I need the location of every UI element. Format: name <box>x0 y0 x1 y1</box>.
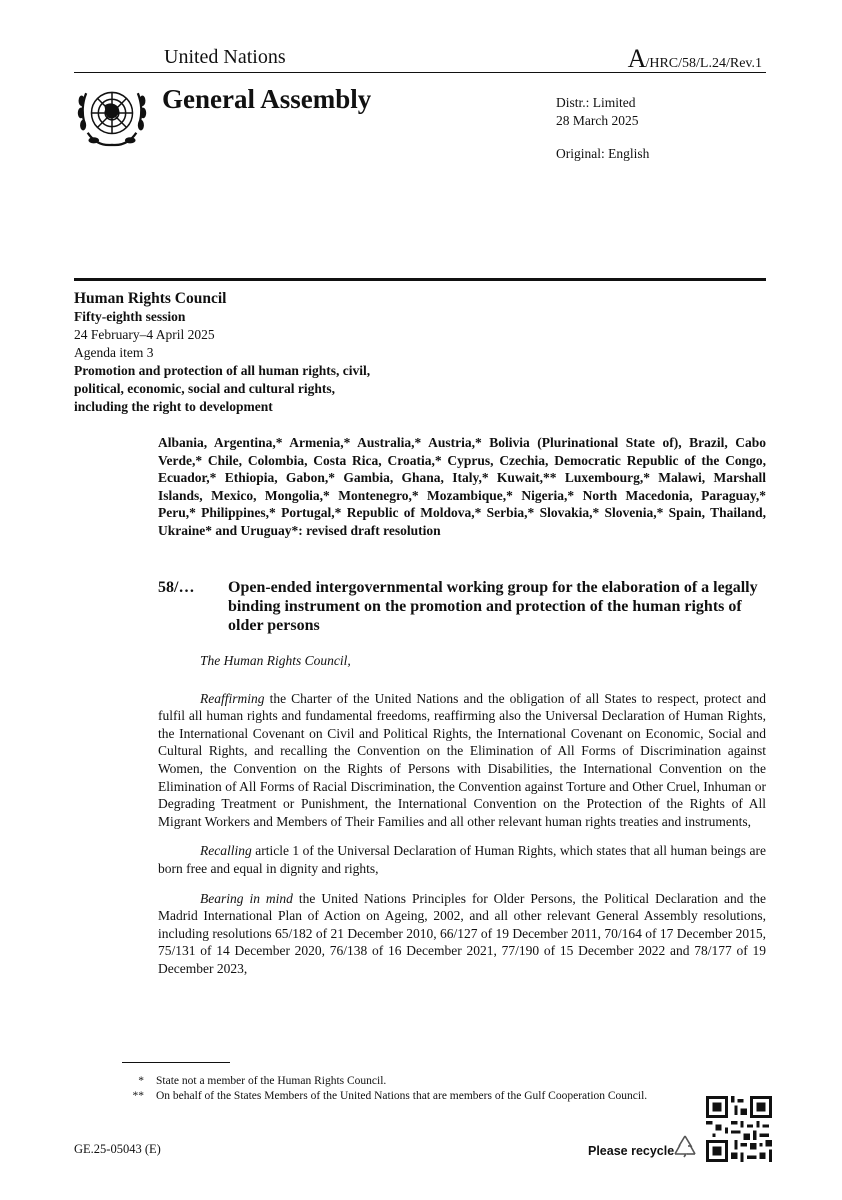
paragraph-3-text: the United Nations Principles for Older Persons, the Political Declaration and the Madrid International Plan of Action on Ageing, 2002, and all other relevant General Assembly resolutions, including resolutions 65/182 of 21 December 2010, 66/127 of 19 December 2011, 70/164 of 17 December 2015, 75/131 of 14 December 2020, 76/138 of 16 December 2021, 77/190 of 15 December 2022 and 78/177 of 19 December 2023, <box>158 890 766 976</box>
agenda-title-2: political, economic, social and cultural rights, <box>74 381 335 396</box>
agenda-title-1: Promotion and protection of all human rights, civil, <box>74 363 371 378</box>
original-language: Original: English <box>556 146 650 161</box>
recycle-icon <box>670 1132 700 1162</box>
footnotes <box>122 1074 662 1103</box>
un-emblem-icon <box>74 78 150 154</box>
intro-text: The Human Rights Council, <box>200 653 351 668</box>
agenda-item: Agenda item 3 <box>74 345 154 360</box>
distribution: Distr.: Limited <box>556 95 636 110</box>
section-rule <box>74 278 766 281</box>
paragraph-3-lead: Bearing in mind <box>200 890 293 906</box>
session: Fifty-eighth session <box>74 309 186 324</box>
paragraph-3 <box>158 890 766 978</box>
preamble <box>158 652 766 990</box>
footnote <box>122 1089 662 1104</box>
resolution-heading <box>158 578 766 635</box>
document-number: GE.25-05043 (E) <box>74 1142 161 1156</box>
qr-code-icon <box>706 1096 772 1162</box>
body-name: General Assembly <box>162 84 372 114</box>
paragraph-2-text: article 1 of the Universal Declaration of Human Rights, which states that all human beings are born free and equal in dignity and rights, <box>158 843 766 876</box>
council-name: Human Rights Council <box>74 290 227 307</box>
resolution-title: Open-ended intergovernmental working group for the elaboration of a legally binding instrument on the promotion and protection of the human rights of older persons <box>228 579 758 634</box>
footnote-rule <box>122 1062 230 1063</box>
resolution-number: 58/… <box>158 579 195 596</box>
paragraph-2-lead: Recalling <box>200 843 252 859</box>
preamble-intro <box>158 652 766 670</box>
document-symbol <box>628 44 762 74</box>
footnote-mark: * <box>138 1075 144 1087</box>
session-dates: 24 February–4 April 2025 <box>74 327 215 342</box>
footnote <box>122 1074 662 1089</box>
footnote-text: On behalf of the States Members of the United Nations that are members of the Gulf Cooperation Council. <box>156 1089 648 1102</box>
symbol-letter: A <box>627 44 646 73</box>
paragraph-1-lead: Reaffirming <box>200 690 265 706</box>
sponsors: Albania, Argentina,* Armenia,* Australia,* Austria,* Bolivia (Plurinational State of), Brazil, Cabo Verde,* Chile, Colombia, Costa Rica, Croatia,* Cyprus, Czechia, Democratic Republic of the Congo, Ecuador,* Ethiopia, Gabon,* Gambia, Ghana, Italy,* Kuwait,** Luxembourg,* Malawi, Marshall Islands, Mexico, Mongolia,* Montenegro,* Mozambique,* Nigeria,* North Macedonia, Paraguay,* Peru,* Philippines,* Portugal,* Republic of Moldova,* Serbia,* Slovakia,* Slovenia,* Spain, Thailand, Ukraine* and Uruguay*: revised draft resolution <box>158 435 766 538</box>
org-name: United Nations <box>164 46 286 68</box>
paragraph-1-text: the Charter of the United Nations and the obligation of all States to respect, protect and fulfil all human rights and fundamental freedoms, reaffirming also the Universal Declaration of Human Rights, the International Covenant on Civil and Political Rights, the International Covenant on Economic, Social and Cultural Rights, and recalling the Convention on the Elimination of All Forms of Discrimination against Women, the Convention on the Rights of Persons with Disabilities, the International Convention on the Elimination of All Forms of Racial Discrimination, the Convention against Torture and Other Cruel, Inhuman or Degrading Treatment or Punishment, the International Convention on the Protection of the Rights of All Migrant Workers and Members of Their Families and all other relevant human rights treaties and instruments, <box>158 690 766 829</box>
document-date: 28 March 2025 <box>556 113 639 128</box>
symbol-rest: /HRC/58/L.24/Rev.1 <box>645 56 762 71</box>
recycle-label: Please recycle <box>588 1144 675 1158</box>
paragraph-2 <box>158 842 766 877</box>
distribution-block <box>556 94 638 130</box>
paragraph-1 <box>158 690 766 831</box>
footnote-text: State not a member of the Human Rights Council. <box>156 1075 387 1087</box>
meeting-block <box>74 290 370 416</box>
agenda-title-3: including the right to development <box>74 399 273 414</box>
footnote-mark: ** <box>132 1089 144 1102</box>
header-rule <box>74 72 766 73</box>
